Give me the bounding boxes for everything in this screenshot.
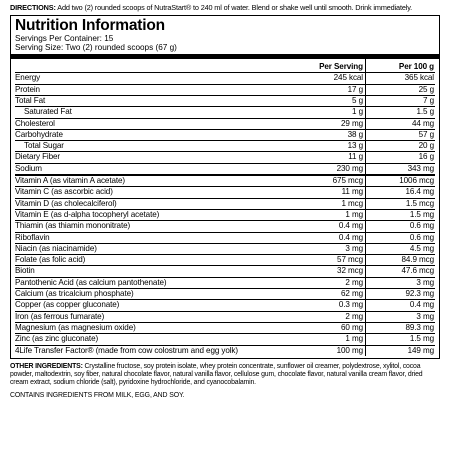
table-row: [15, 209, 435, 220]
header-per-serving: Per Serving: [295, 59, 366, 73]
table-row: [15, 345, 435, 356]
nutrient-per-serving: 0.4 mg: [295, 232, 366, 243]
table-row: [15, 152, 435, 163]
table-row: [15, 163, 435, 175]
other-ingredients: [10, 363, 440, 388]
nutrient-per-100g: 4.5 mg: [366, 243, 436, 254]
nutrient-per-100g: 84.9 mcg: [366, 255, 436, 266]
header-blank: [15, 59, 295, 73]
nutrient-per-100g: 7 g: [366, 96, 436, 107]
nutrient-per-serving: 0.3 mg: [295, 300, 366, 311]
nutrient-name: Zinc (as zinc gluconate): [15, 334, 295, 345]
nutrient-per-100g: 1.5 mg: [366, 209, 436, 220]
nutrient-per-serving: 3 mg: [295, 243, 366, 254]
nutrient-name: Total Sugar: [15, 141, 295, 152]
directions-label: DIRECTIONS:: [10, 3, 56, 12]
nutrient-per-serving: 0.4 mg: [295, 221, 366, 232]
nutrient-per-100g: 25 g: [366, 84, 436, 95]
nutrient-per-100g: 3 mg: [366, 277, 436, 288]
table-row: [15, 243, 435, 254]
nutrient-per-100g: 16.4 mg: [366, 187, 436, 198]
nutrient-per-serving: 29 mg: [295, 118, 366, 129]
ingredients-label: OTHER INGREDIENTS:: [10, 362, 83, 370]
nutrient-per-100g: 20 g: [366, 141, 436, 152]
nutrient-per-serving: 11 mg: [295, 187, 366, 198]
nutrient-per-serving: 17 g: [295, 84, 366, 95]
nutrition-table: [15, 59, 435, 355]
nutrient-name: Protein: [15, 84, 295, 95]
nutrient-per-100g: 1.5 mg: [366, 334, 436, 345]
table-row: [15, 84, 435, 95]
directions: [10, 3, 440, 12]
nutrient-name: Saturated Fat: [15, 107, 295, 118]
table-row: [15, 141, 435, 152]
table-row: [15, 198, 435, 209]
nutrient-name: Niacin (as niacinamide): [15, 243, 295, 254]
nutrient-per-serving: 1 mg: [295, 334, 366, 345]
ingredients-text: Crystalline fructose, soy protein isolate, whey protein concentrate, sunflower oil creamer, polydextrose, xylitol, cocoa powder, maltodextrin, soy fiber, natural chocolate flavor, natural vanilla flavor, cellulose gum, chocolate flavor, natural vanilla cream flavor, dried cream extract, sodium chloride (salt), pyridoxine hydrochloride, and cyanocobalamin.: [10, 362, 423, 387]
nutrient-name: Calcium (as tricalcium phosphate): [15, 289, 295, 300]
nutrient-name: Sodium: [15, 163, 295, 175]
nutrient-per-serving: 100 mg: [295, 345, 366, 356]
nutrient-per-100g: 1006 mcg: [366, 175, 436, 187]
table-row: [15, 129, 435, 140]
nutrient-name: Vitamin E (as d-alpha tocopheryl acetate): [15, 209, 295, 220]
nutrient-per-100g: 0.6 mg: [366, 221, 436, 232]
nutrient-per-serving: 13 g: [295, 141, 366, 152]
nutrient-name: Copper (as copper gluconate): [15, 300, 295, 311]
nutrient-per-100g: 92.3 mg: [366, 289, 436, 300]
nutrient-name: Vitamin C (as ascorbic acid): [15, 187, 295, 198]
table-row: [15, 289, 435, 300]
nutrient-name: Dietary Fiber: [15, 152, 295, 163]
nutrient-name: Iron (as ferrous fumarate): [15, 311, 295, 322]
nutrient-name: Riboflavin: [15, 232, 295, 243]
nutrient-per-100g: 1.5 g: [366, 107, 436, 118]
nutrient-per-100g: 1.5 mcg: [366, 198, 436, 209]
nutrient-name: Thiamin (as thiamin mononitrate): [15, 221, 295, 232]
nutrient-per-100g: 0.4 mg: [366, 300, 436, 311]
nutrient-name: Total Fat: [15, 96, 295, 107]
nutrient-per-serving: 38 g: [295, 129, 366, 140]
table-row: [15, 107, 435, 118]
table-row: [15, 300, 435, 311]
table-row: [15, 187, 435, 198]
table-row: [15, 118, 435, 129]
nutrient-per-serving: 2 mg: [295, 277, 366, 288]
header-per-100g: Per 100 g: [366, 59, 436, 73]
table-row: [15, 232, 435, 243]
nutrient-per-100g: 57 g: [366, 129, 436, 140]
nutrition-panel: [10, 15, 440, 359]
nutrient-per-serving: 5 g: [295, 96, 366, 107]
nutrient-per-100g: 343 mg: [366, 163, 436, 175]
nutrient-per-serving: 230 mg: [295, 163, 366, 175]
nutrient-per-serving: 1 g: [295, 107, 366, 118]
nutrient-per-serving: 57 mcg: [295, 255, 366, 266]
nutrient-per-serving: 32 mcg: [295, 266, 366, 277]
nutrient-per-serving: 1 mg: [295, 209, 366, 220]
nutrient-per-serving: 62 mg: [295, 289, 366, 300]
nutrient-rows: [15, 73, 435, 356]
nutrient-name: Folate (as folic acid): [15, 255, 295, 266]
table-row: [15, 266, 435, 277]
nutrient-name: Vitamin A (as vitamin A acetate): [15, 175, 295, 187]
nutrient-name: Cholesterol: [15, 118, 295, 129]
serving-size: Serving Size: Two (2) rounded scoops (67 g): [15, 43, 177, 53]
nutrient-name: Vitamin D (as cholecalciferol): [15, 198, 295, 209]
nutrient-per-100g: 16 g: [366, 152, 436, 163]
nutrient-per-100g: 365 kcal: [366, 73, 436, 84]
nutrient-per-serving: 60 mg: [295, 322, 366, 333]
nutrient-name: Energy: [15, 73, 295, 84]
table-row: [15, 311, 435, 322]
nutrient-name: Carbohydrate: [15, 129, 295, 140]
nutrient-name: Magnesium (as magnesium oxide): [15, 322, 295, 333]
nutrient-per-serving: 1 mcg: [295, 198, 366, 209]
allergen-statement: CONTAINS INGREDIENTS FROM MILK, EGG, AND SOY.: [10, 391, 185, 399]
nutrient-name: 4Life Transfer Factor® (made from cow colostrum and egg yolk): [15, 345, 295, 356]
table-row: [15, 334, 435, 345]
nutrient-per-100g: 0.6 mg: [366, 232, 436, 243]
nutrient-per-100g: 47.6 mcg: [366, 266, 436, 277]
nutrient-per-serving: 2 mg: [295, 311, 366, 322]
table-row: [15, 277, 435, 288]
table-row: [15, 255, 435, 266]
nutrient-name: Biotin: [15, 266, 295, 277]
table-header-row: [15, 59, 435, 73]
table-row: [15, 73, 435, 84]
nutrient-per-serving: 11 g: [295, 152, 366, 163]
nutrient-per-100g: 89.3 mg: [366, 322, 436, 333]
nutrient-per-serving: 245 kcal: [295, 73, 366, 84]
nutrient-per-100g: 44 mg: [366, 118, 436, 129]
table-row: [15, 322, 435, 333]
servings-per-container: Servings Per Container: 15: [15, 34, 114, 43]
nutrient-per-100g: 3 mg: [366, 311, 436, 322]
directions-text: Add two (2) rounded scoops of NutraStart® to 240 ml of water. Blend or shake well until smooth. Drink immediately.: [57, 3, 413, 12]
nutrient-per-serving: 675 mcg: [295, 175, 366, 187]
table-row: [15, 96, 435, 107]
table-row: [15, 221, 435, 232]
table-row: [15, 175, 435, 187]
label-page: [10, 0, 440, 400]
nutrient-name: Pantothenic Acid (as calcium pantothenate): [15, 277, 295, 288]
nutrient-per-100g: 149 mg: [366, 345, 436, 356]
panel-title: Nutrition Information: [15, 17, 165, 34]
